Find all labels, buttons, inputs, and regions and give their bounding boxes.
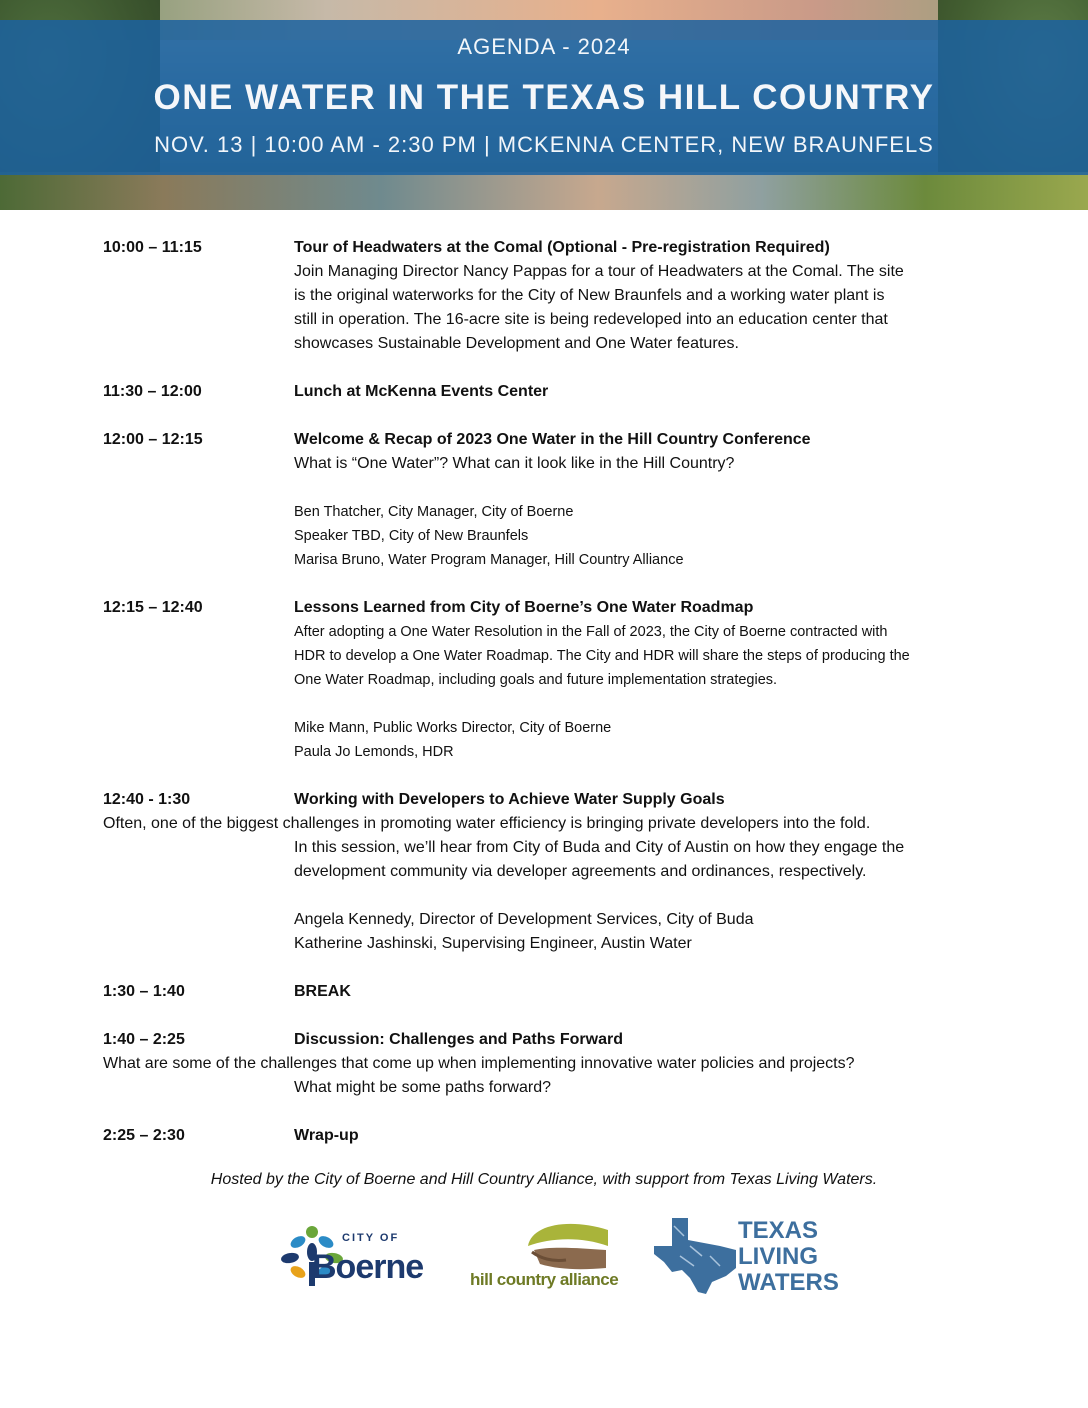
agenda-time: 10:00 – 11:15	[103, 239, 202, 256]
desc-line-outdent: Often, one of the biggest challenges in promoting water efficiency is bringing private developers into the fold.	[103, 815, 871, 832]
desc-line: In this session, we’ll hear from City of Buda and City of Austin on how they engage the	[294, 839, 905, 856]
agenda-title: Tour of Headwaters at the Comal (Optional - Pre-registration Required)	[294, 239, 830, 256]
texas-living-waters-logo	[650, 1216, 839, 1296]
agenda-item	[103, 236, 1003, 356]
agenda-title: Lunch at McKenna Events Center	[294, 383, 549, 400]
city-of-boerne-logo	[276, 1222, 438, 1294]
agenda-time: 11:30 – 12:00	[103, 383, 202, 400]
desc-line: development community via developer agreements and ordinances, respectively.	[294, 863, 867, 880]
desc-line: One Water Roadmap, including goals and future implementation strategies.	[294, 672, 778, 688]
agenda-item	[103, 980, 1003, 1004]
agenda-time: 12:15 – 12:40	[103, 599, 203, 616]
hosted-by-note: Hosted by the City of Boerne and Hill Country Alliance, with support from Texas Living Waters.	[210, 1171, 878, 1188]
desc-line: is the original waterworks for the City of New Braunfels and a working water plant is	[294, 287, 885, 304]
agenda-time: 1:40 – 2:25	[103, 1031, 185, 1048]
speaker: Paula Jo Lemonds, HDR	[294, 744, 454, 760]
agenda-time: 1:30 – 1:40	[103, 983, 185, 1000]
event-title: ONE WATER IN THE TEXAS HILL COUNTRY	[153, 78, 935, 117]
agenda-item	[103, 596, 1003, 764]
speaker-list	[294, 716, 1003, 764]
speaker: Mike Mann, Public Works Director, City of Boerne	[294, 720, 612, 736]
desc-line: still in operation. The 16-acre site is being redeveloped into an education center that	[294, 311, 888, 328]
agenda-description	[294, 260, 1003, 356]
speaker-list	[294, 908, 1003, 956]
agenda-item	[103, 1028, 1003, 1100]
agenda-item	[103, 788, 1003, 956]
agenda-item	[103, 380, 1003, 404]
agenda-description	[294, 836, 1003, 884]
desc-line: Join Managing Director Nancy Pappas for a tour of Headwaters at the Comal. The site	[294, 263, 904, 280]
texas-map-icon	[650, 1216, 740, 1296]
hands-icon	[470, 1216, 610, 1272]
tlw-line: LIVING	[738, 1243, 819, 1270]
header-banner	[0, 0, 1088, 210]
agenda-title: Welcome & Recap of 2023 One Water in the Hill Country Conference	[294, 431, 811, 448]
speaker: Ben Thatcher, City Manager, City of Boerne	[294, 504, 574, 520]
agenda-title: Lessons Learned from City of Boerne’s One Water Roadmap	[294, 599, 754, 616]
hill-country-alliance-logo	[470, 1216, 619, 1296]
speaker: Speaker TBD, City of New Braunfels	[294, 528, 529, 544]
tlw-wordmark	[738, 1218, 839, 1296]
banner-river-photo	[0, 172, 1088, 210]
agenda-title: BREAK	[294, 983, 351, 1000]
agenda-description	[294, 1076, 1003, 1100]
boerne-wordmark: Boerne	[312, 1248, 424, 1286]
agenda-title: Discussion: Challenges and Paths Forward	[294, 1031, 623, 1048]
speaker-list	[294, 500, 1003, 572]
speaker: Marisa Bruno, Water Program Manager, Hill Country Alliance	[294, 552, 684, 568]
hca-wordmark: hill country alliance	[470, 1270, 619, 1289]
agenda-time: 12:00 – 12:15	[103, 431, 203, 448]
agenda-title: Wrap-up	[294, 1127, 359, 1144]
desc-line: HDR to develop a One Water Roadmap. The City and HDR will share the steps of producing the	[294, 648, 910, 664]
desc-line: showcases Sustainable Development and One Water features.	[294, 335, 739, 352]
speaker: Angela Kennedy, Director of Development Services, City of Buda	[294, 911, 754, 928]
agenda-description	[294, 452, 1003, 476]
agenda-description	[294, 620, 1003, 692]
agenda-time: 2:25 – 2:30	[103, 1127, 185, 1144]
desc-line: What is “One Water”? What can it look like in the Hill Country?	[294, 455, 735, 472]
desc-line: What might be some paths forward?	[294, 1079, 552, 1096]
agenda-item	[103, 1124, 1003, 1148]
agenda-item	[103, 428, 1003, 572]
desc-line: After adopting a One Water Resolution in the Fall of 2023, the City of Boerne contracted with	[294, 624, 888, 640]
desc-line-outdent: What are some of the challenges that come up when implementing innovative water policies and projects?	[103, 1055, 855, 1072]
agenda-year: AGENDA - 2024	[457, 34, 631, 59]
agenda-list	[103, 236, 1003, 1172]
tlw-line: TEXAS	[738, 1217, 819, 1244]
speaker: Katherine Jashinski, Supervising Engineer, Austin Water	[294, 935, 692, 952]
agenda-title: Working with Developers to Achieve Water Supply Goals	[294, 791, 725, 808]
tlw-line: WATERS	[738, 1269, 839, 1296]
boerne-small-text: CITY OF	[342, 1232, 400, 1244]
agenda-time: 12:40 - 1:30	[103, 791, 191, 808]
event-details: NOV. 13 | 10:00 AM - 2:30 PM | MCKENNA CENTER, NEW BRAUNFELS	[154, 132, 934, 157]
